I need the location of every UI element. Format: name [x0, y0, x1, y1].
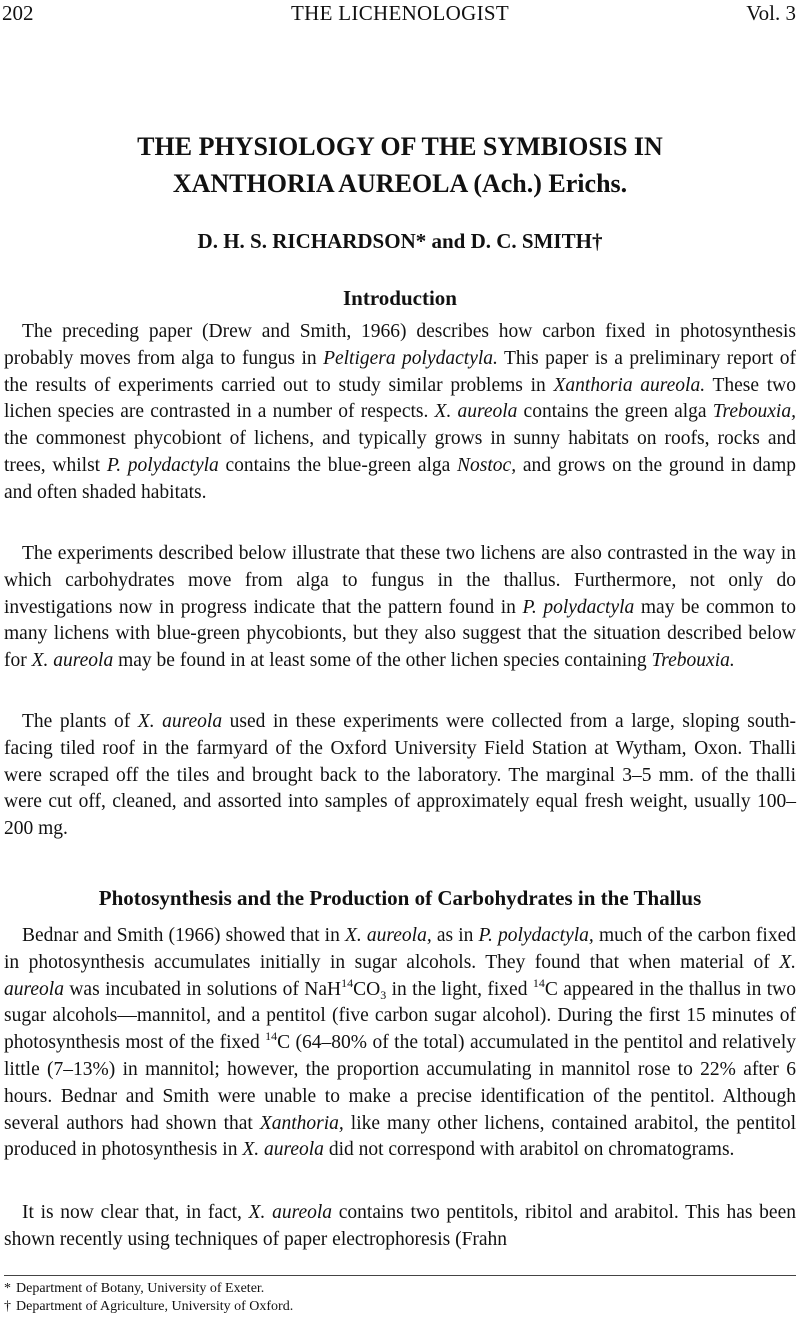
footnote-2: † Department of Agriculture, University of Oxford.: [4, 1299, 294, 1314]
footnote-divider: [4, 1275, 796, 1276]
footnotes: [4, 1280, 796, 1316]
intro-paragraph-3: The plants of X. aureola used in these experiments were collected from a large, sloping south-facing tiled roof in the farmyard of the Oxford University Field Station at Wytham, Oxon. Thalli were scraped off the tiles and brought back to the laboratory. The marginal 3–5 mm. of the thalli were cut off, cleaned, and assorted into samples of approximately equal fresh weight, usually 100–200 mg.: [4, 711, 796, 840]
section-heading-introduction: Introduction: [343, 286, 457, 310]
journal-title: THE LICHENOLOGIST: [291, 1, 509, 25]
paper-title: [40, 128, 760, 202]
title-line-1: THE PHYSIOLOGY OF THE SYMBIOSIS IN: [137, 132, 663, 161]
running-head: [0, 0, 800, 26]
page-number: 202: [2, 1, 34, 25]
intro-paragraph-2: The experiments described below illustrate that these two lichens are also contrasted in the way in which carbohydrates move from alga to fungus in the thallus. Furthermore, not only do investigations now in progress indicate that the pattern found in P. polydactyla may be common to many lichens with blue-green phycobionts, but they also suggest that the situation described below for X. aureola may be found in at least some of the other lichen species containing Trebouxia.: [4, 543, 796, 672]
title-line-2-caps: XANTHORIA AUREOLA: [172, 169, 467, 198]
photosynthesis-paragraph-2: It is now clear that, in fact, X. aureola contains two pentitols, ribitol and arabitol. This has been shown recently using techniques of paper electrophoresis (Frahn: [4, 1202, 796, 1250]
footnote-1: * Department of Botany, University of Exeter.: [4, 1281, 265, 1296]
photosynthesis-paragraph-1: Bednar and Smith (1966) showed that in X. aureola, as in P. polydactyla, much of the carbon fixed in photosynthesis accumulates initially in sugar alcohols. They found that when material of X. aureola was incubated in solutions of $NaH^{14}CO_3$ in the light, fixed $^{14}$C appeared in the thallus in two sugar alcohols—mannitol, and a pentitol (five carbon sugar alcohol). During the first 15 minutes of photosynthesis most of the fixed $^{14}$C (64–80% of the total) accumulated in the pentitol and relatively little (7–13%) in mannitol; however, the proportion accumulating in mannitol rose to 22% after 6 hours. Bednar and Smith were unable to make a precise identification of the pentitol. Although several authors had shown that Xanthoria, like many other lichens, contained arabitol, the pentitol produced in photosynthesis in X. aureola did not correspond with arabitol on chromatograms.: [4, 925, 797, 1161]
author-line: D. H. S. RICHARDSON* and D. C. SMITH†: [197, 229, 603, 253]
title-line-2-rest: (Ach.) Erichs.: [466, 169, 628, 198]
intro-paragraph-1: The preceding paper (Drew and Smith, 1966) describes how carbon fixed in photosynthesis probably moves from alga to fungus in Peltigera polydactyla. This paper is a preliminary report of the results of experiments carried out to study similar problems in Xanthoria aureola. These two lichen species are contrasted in a number of respects. X. aureola contains the green alga Trebouxia, the commonest phycobiont of lichens, and typically grows in sunny habitats on roofs, rocks and trees, whilst P. polydactyla contains the blue-green alga Nostoc, and grows on the ground in damp and often shaded habitats.: [4, 321, 797, 503]
section-heading-photosynthesis: Photosynthesis and the Production of Carbohydrates in the Thallus: [98, 886, 702, 910]
volume-label: Vol. 3: [746, 1, 796, 25]
